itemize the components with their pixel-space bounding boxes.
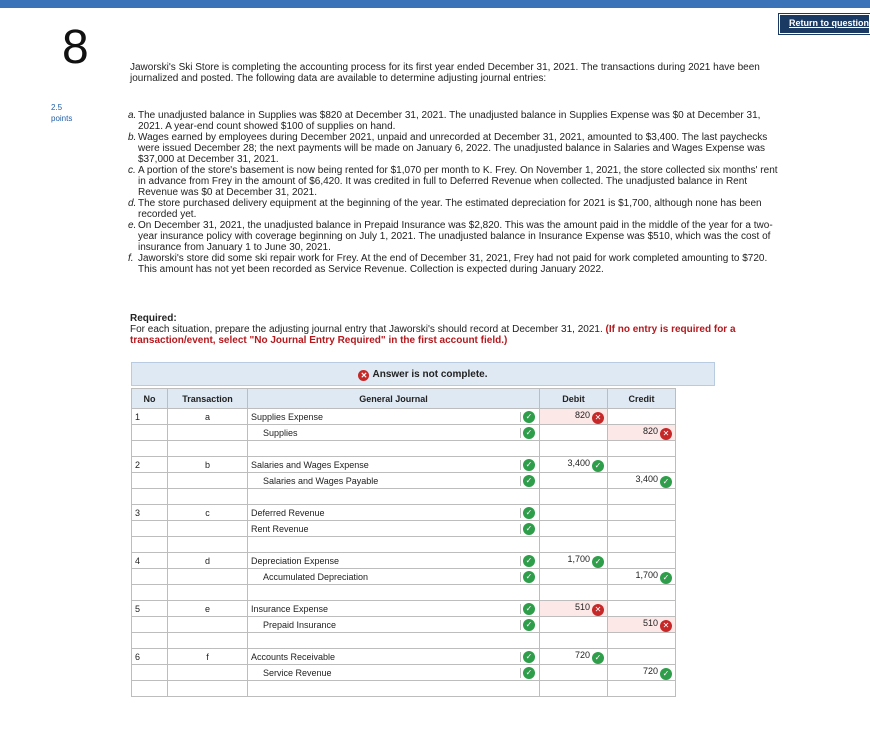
blank-row <box>132 537 676 553</box>
journal-row <box>132 521 676 537</box>
credit-input[interactable] <box>608 617 676 633</box>
credit-input[interactable] <box>608 505 676 521</box>
blank-cell <box>168 681 248 697</box>
credit-input[interactable] <box>608 425 676 441</box>
journal-row <box>132 553 676 569</box>
credit-value: 1,700 <box>635 569 658 580</box>
transaction-text: The store purchased delivery equipment at the beginning of the year. The estimated depreciation for 2021 is $1,700, although none has been recorded yet. <box>138 198 762 220</box>
check-icon: ✓ <box>523 555 535 567</box>
transaction-item <box>128 165 788 198</box>
check-icon: ✓ <box>523 427 535 439</box>
entry-transaction: b <box>168 457 248 473</box>
debit-input[interactable] <box>540 617 608 633</box>
debit-input[interactable] <box>540 601 608 617</box>
credit-input[interactable] <box>608 521 676 537</box>
entry-number <box>132 569 168 585</box>
blank-cell <box>168 489 248 505</box>
entry-number: 1 <box>132 409 168 425</box>
blank-cell <box>608 441 676 457</box>
question-number: 8 <box>62 21 89 74</box>
account-cell <box>248 649 540 665</box>
account-cell <box>248 505 540 521</box>
account-cell <box>248 457 540 473</box>
check-icon: ✓ <box>592 652 604 664</box>
blank-cell <box>248 681 540 697</box>
transaction-text: Wages earned by employees during December 2021, unpaid and unrecorded at December 31, 2021, amounted to $3,400. The last paychecks were issued December 28; the next payments will be made on January 6, 2022. The unadjusted balance in Salaries and Wages Expense was $37,000 at December 31, 2021. <box>138 132 768 165</box>
account-cell <box>248 617 540 633</box>
blank-cell <box>540 441 608 457</box>
account-cell <box>248 665 540 681</box>
blank-cell <box>540 633 608 649</box>
check-icon: ✓ <box>523 619 535 631</box>
transaction-item <box>128 253 788 275</box>
entry-transaction: d <box>168 553 248 569</box>
account-cell <box>248 473 540 489</box>
journal-row <box>132 665 676 681</box>
check-icon: ✓ <box>523 475 535 487</box>
answer-status-text: Answer is not complete. <box>372 369 488 380</box>
header-general-journal: General Journal <box>248 389 540 409</box>
account-cell <box>248 425 540 441</box>
blank-cell <box>132 441 168 457</box>
entry-transaction <box>168 665 248 681</box>
error-icon: ✕ <box>592 604 604 616</box>
account-cell <box>248 553 540 569</box>
entry-transaction <box>168 617 248 633</box>
debit-input[interactable] <box>540 473 608 489</box>
credit-input[interactable] <box>608 553 676 569</box>
entry-number <box>132 473 168 489</box>
account-select[interactable]: Depreciation Expense <box>251 556 521 566</box>
transaction-text: A portion of the store's basement is now being rented for $1,070 per month to K. Frey. On November 1, 2021, the store collected six months' rent in advance from Frey in the amount of $6,420. It was credited in full to Deferred Revenue when collected. The unadjusted balance in Rent Revenue was $0 at December 31, 2021. <box>138 165 778 198</box>
credit-input[interactable] <box>608 665 676 681</box>
blank-row <box>132 681 676 697</box>
account-select[interactable]: Accumulated Depreciation <box>251 572 521 582</box>
check-icon: ✓ <box>523 651 535 663</box>
blank-cell <box>168 585 248 601</box>
entry-transaction <box>168 473 248 489</box>
entry-transaction <box>168 569 248 585</box>
credit-value: 3,400 <box>635 473 658 484</box>
account-select[interactable]: Insurance Expense <box>251 604 521 614</box>
transaction-letter: a. <box>128 110 137 121</box>
account-select[interactable]: Service Revenue <box>251 668 521 678</box>
account-select[interactable]: Salaries and Wages Payable <box>251 476 521 486</box>
check-icon: ✓ <box>660 668 672 680</box>
check-icon: ✓ <box>523 571 535 583</box>
blank-row <box>132 489 676 505</box>
blank-cell <box>248 441 540 457</box>
points-value: 2.5 <box>51 103 63 112</box>
check-icon: ✓ <box>523 411 535 423</box>
blank-cell <box>608 537 676 553</box>
blank-cell <box>540 537 608 553</box>
journal-row <box>132 457 676 473</box>
check-icon: ✓ <box>523 523 535 535</box>
account-select[interactable]: Deferred Revenue <box>251 508 521 518</box>
required-heading: Required: <box>130 313 177 324</box>
entry-number: 3 <box>132 505 168 521</box>
blank-cell <box>540 681 608 697</box>
entry-transaction: e <box>168 601 248 617</box>
question-intro: Jaworski's Ski Store is completing the accounting process for its first year ended December 31, 2021. The transactions during 2021 have been journalized and posted. The following data are available to determine adjusting journal entries: <box>130 62 760 84</box>
debit-input[interactable] <box>540 553 608 569</box>
transaction-letter: c. <box>128 165 136 176</box>
header-debit: Debit <box>540 389 608 409</box>
header-no: No <box>132 389 168 409</box>
error-icon: ✕ <box>660 620 672 632</box>
debit-value: 510 <box>574 601 590 612</box>
error-icon: ✕ <box>660 428 672 440</box>
blank-cell <box>540 489 608 505</box>
account-select[interactable]: Salaries and Wages Expense <box>251 460 521 470</box>
check-icon: ✓ <box>523 667 535 679</box>
blank-cell <box>608 489 676 505</box>
credit-input[interactable] <box>608 409 676 425</box>
entry-number: 2 <box>132 457 168 473</box>
blank-cell <box>132 489 168 505</box>
account-cell <box>248 409 540 425</box>
points-label: points <box>51 114 73 123</box>
header-transaction: Transaction <box>168 389 248 409</box>
journal-row <box>132 425 676 441</box>
transaction-item <box>128 220 788 253</box>
account-cell <box>248 601 540 617</box>
error-icon: ✕ <box>592 412 604 424</box>
blank-cell <box>608 585 676 601</box>
transaction-text: The unadjusted balance in Supplies was $820 at December 31, 2021. The unadjusted balance in Supplies Expense was $0 at December 31, 2021. A year-end count showed $100 of supplies on hand. <box>138 110 761 132</box>
debit-value: 1,700 <box>567 553 590 564</box>
blank-cell <box>132 681 168 697</box>
blank-cell <box>540 585 608 601</box>
credit-input[interactable] <box>608 601 676 617</box>
blank-row <box>132 585 676 601</box>
entry-number <box>132 521 168 537</box>
entry-number: 6 <box>132 649 168 665</box>
answer-status-banner <box>131 362 715 386</box>
credit-input[interactable] <box>608 569 676 585</box>
credit-value: 720 <box>642 665 658 676</box>
check-icon: ✓ <box>660 476 672 488</box>
journal-row <box>132 505 676 521</box>
header-credit: Credit <box>608 389 676 409</box>
debit-value: 720 <box>574 649 590 660</box>
blank-cell <box>248 537 540 553</box>
entry-transaction: c <box>168 505 248 521</box>
transaction-item <box>128 132 788 165</box>
debit-input[interactable] <box>540 409 608 425</box>
check-icon: ✓ <box>523 507 535 519</box>
credit-input[interactable] <box>608 649 676 665</box>
journal-row <box>132 569 676 585</box>
blank-cell <box>132 585 168 601</box>
journal-row <box>132 409 676 425</box>
transaction-letter: f. <box>128 253 134 264</box>
blank-cell <box>168 441 248 457</box>
entry-number <box>132 425 168 441</box>
blank-cell <box>608 681 676 697</box>
debit-value: 3,400 <box>567 457 590 468</box>
entry-transaction: a <box>168 409 248 425</box>
credit-input[interactable] <box>608 457 676 473</box>
debit-input[interactable] <box>540 457 608 473</box>
entry-transaction <box>168 521 248 537</box>
top-bar <box>0 0 870 8</box>
debit-input[interactable] <box>540 649 608 665</box>
transaction-list <box>128 110 788 275</box>
blank-row <box>132 633 676 649</box>
blank-cell <box>248 633 540 649</box>
account-select[interactable]: Rent Revenue <box>251 524 521 534</box>
journal-row <box>132 617 676 633</box>
transaction-letter: d. <box>128 198 137 209</box>
account-select[interactable]: Accounts Receivable <box>251 652 521 662</box>
credit-value: 510 <box>642 617 658 628</box>
blank-cell <box>248 585 540 601</box>
credit-input[interactable] <box>608 473 676 489</box>
transaction-letter: b. <box>128 132 137 143</box>
journal-row <box>132 601 676 617</box>
debit-input[interactable] <box>540 665 608 681</box>
transaction-letter: e. <box>128 220 137 231</box>
journal-row <box>132 473 676 489</box>
transaction-item <box>128 198 788 220</box>
account-select[interactable]: Prepaid Insurance <box>251 620 521 630</box>
blank-cell <box>168 633 248 649</box>
entry-number: 5 <box>132 601 168 617</box>
debit-input[interactable] <box>540 425 608 441</box>
check-icon: ✓ <box>592 460 604 472</box>
account-cell <box>248 569 540 585</box>
transaction-item <box>128 110 788 132</box>
account-cell <box>248 521 540 537</box>
entry-transaction: f <box>168 649 248 665</box>
check-icon: ✓ <box>592 556 604 568</box>
entry-transaction <box>168 425 248 441</box>
transaction-text: Jaworski's store did some ski repair work for Frey. At the end of December 31, 2021, Frey had not paid for work completed amounting to $720. This amount has not yet been recorded as Service Revenue. Collection is expected during January 2022. <box>138 253 768 275</box>
blank-cell <box>608 633 676 649</box>
check-icon: ✓ <box>523 459 535 471</box>
debit-input[interactable] <box>540 569 608 585</box>
account-select[interactable]: Supplies Expense <box>251 412 521 422</box>
required-text <box>130 324 790 346</box>
account-select[interactable]: Supplies <box>251 428 521 438</box>
blank-cell <box>168 537 248 553</box>
blank-row <box>132 441 676 457</box>
blank-cell <box>132 537 168 553</box>
debit-input[interactable] <box>540 505 608 521</box>
credit-value: 820 <box>642 425 658 436</box>
required-instruction: For each situation, prepare the adjusting journal entry that Jaworski's should record at December 31, 2021. <box>130 324 603 335</box>
check-icon: ✓ <box>660 572 672 584</box>
debit-value: 820 <box>574 409 590 420</box>
error-icon: ✕ <box>358 370 369 381</box>
entry-number: 4 <box>132 553 168 569</box>
journal-row <box>132 649 676 665</box>
debit-input[interactable] <box>540 521 608 537</box>
blank-cell <box>132 633 168 649</box>
blank-cell <box>248 489 540 505</box>
check-icon: ✓ <box>523 603 535 615</box>
return-to-question-button[interactable]: Return to question <box>779 14 870 34</box>
entry-number <box>132 617 168 633</box>
required-emphasis: (If no entry is required for a transaction/event, select "No Journal Entry Required" in the first account field.) <box>130 324 736 346</box>
journal-table <box>131 388 676 697</box>
entry-number <box>132 665 168 681</box>
transaction-text: On December 31, 2021, the unadjusted balance in Prepaid Insurance was $2,820. This was the amount paid in the middle of the year for a two-year insurance policy with coverage beginning on July 1, 2021. The unadjusted balance in Insurance Expense was $510, which was the cost of insurance from January 1 to June 30, 2021. <box>138 220 773 253</box>
